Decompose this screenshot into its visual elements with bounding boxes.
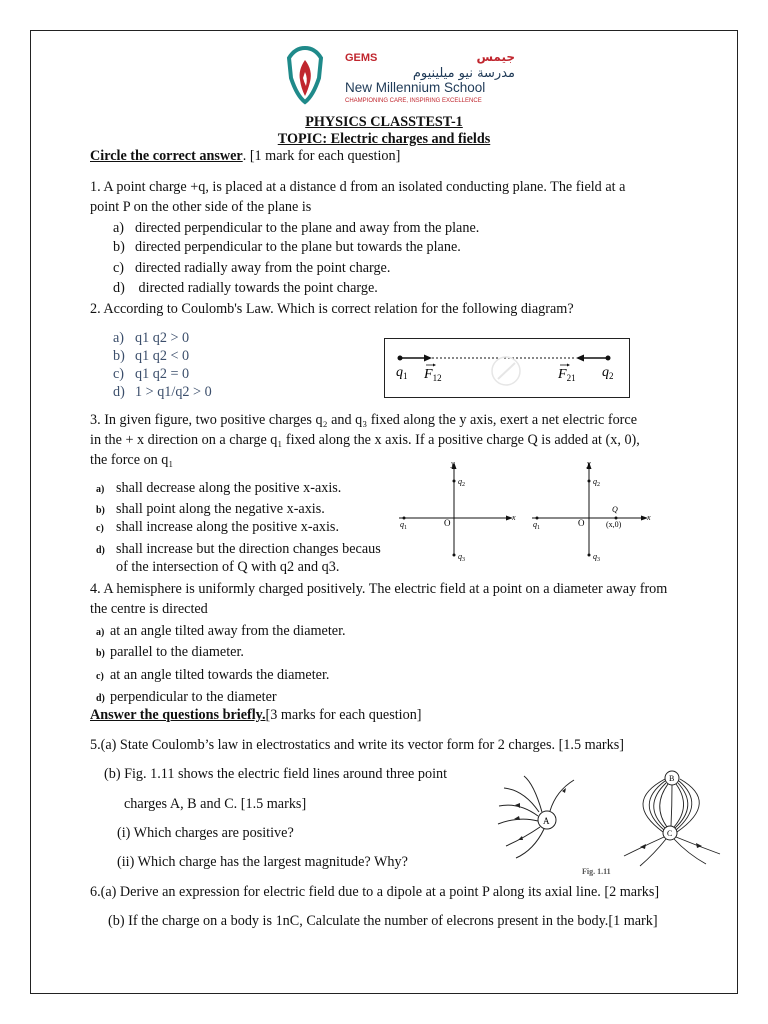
svg-text:y: y (451, 459, 455, 468)
svg-text:(x,0): (x,0) (606, 520, 622, 529)
q5b-text-line2: charges A, B and C. [1.5 marks] (124, 796, 307, 812)
q3-option-d-continued: of the intersection of Q with q2 and q3. (116, 559, 340, 575)
svg-text:جيمس: جيمس (476, 50, 515, 64)
q2-option-c[interactable]: c) q1 q2 = 0 (113, 366, 190, 382)
svg-text:New Millennium School: New Millennium School (345, 80, 486, 95)
q6a-text: 6.(a) Derive an expression for electric field due to a dipole at a point P along its axial line. [2 marks] (90, 884, 660, 900)
q3-option-c[interactable]: c) shall increase along the positive x-axis. (96, 519, 339, 535)
section-2-heading: Answer the questions briefly.[3 marks for each question] (90, 707, 422, 723)
svg-text:Fig. 1.11: Fig. 1.11 (582, 867, 611, 876)
q5b-part-ii: (ii) Which charge has the largest magnitude? Why? (117, 854, 408, 870)
q3-axes-figure (394, 456, 664, 566)
q3-option-a[interactable]: a) shall decrease along the positive x-axis. (96, 480, 342, 496)
svg-text:مدرسة نيو ميلينيوم: مدرسة نيو ميلينيوم (412, 66, 515, 81)
q4-text-line1: 4. A hemisphere is uniformly charged positively. The electric field at a point on a diameter away from (90, 581, 668, 597)
q2-force-diagram (384, 338, 630, 398)
svg-text:GEMS: GEMS (345, 52, 378, 64)
svg-text:B: B (669, 774, 675, 783)
svg-text:F21: $F_{21}$ (558, 367, 576, 383)
svg-text:O: O (444, 518, 451, 528)
q2-option-b[interactable]: b) q1 q2 < 0 (113, 348, 190, 364)
q4-option-b[interactable]: b) parallel to the diameter. (96, 644, 244, 660)
page-title: PHYSICS CLASSTEST-1 (305, 114, 463, 130)
section-1-heading: Circle the correct answer. [1 mark for each question] (90, 148, 401, 164)
svg-text:C: C (667, 829, 673, 838)
svg-text:x: x (647, 513, 651, 522)
q3-text-line3: the force on q₁ (90, 452, 174, 468)
svg-text:F12: $F_{12}$ (424, 367, 442, 383)
q3-option-b[interactable]: b) shall point along the negative x-axis. (96, 501, 325, 517)
q2-option-d[interactable]: d) 1 > q1/q2 > 0 (113, 384, 212, 400)
school-logo (283, 44, 523, 106)
q5-field-lines-figure (494, 766, 730, 880)
gems-shield-icon (283, 44, 523, 106)
q1-option-b[interactable]: b) directed perpendicular to the plane but towards the plane. (113, 239, 461, 255)
q4-option-d[interactable]: d) perpendicular to the diameter (96, 689, 277, 705)
svg-text:q2: $q_2$ (593, 477, 600, 488)
q4-text-line2: the centre is directed (90, 601, 208, 617)
q3-option-d[interactable]: d) shall increase but the direction changes becaus (96, 541, 381, 557)
q1-text-line1: 1. A point charge +q, is placed at a distance d from an isolated conducting plane. The field at a (90, 179, 626, 195)
q2-text: 2. According to Coulomb's Law. Which is correct relation for the following diagram? (90, 301, 574, 317)
svg-text:Q: Q (612, 505, 618, 514)
q1-option-c[interactable]: c) directed radially away from the point charge. (113, 260, 391, 276)
q4-option-a[interactable]: a) at an angle tilted away from the diameter. (96, 623, 346, 639)
q1-option-d[interactable]: d) directed radially towards the point charge. (113, 280, 378, 296)
q6b-text: (b) If the charge on a body is 1nC, Calculate the number of elecrons present in the body.[1 mark] (108, 913, 658, 929)
q5b-part-i: (i) Which charges are positive? (117, 825, 294, 841)
q3-text-line1: 3. In given figure, two positive charges q₂ and q₃ fixed along the y axis, exert a net electric force (90, 412, 637, 428)
svg-text:A: A (543, 816, 550, 826)
q5b-text-line1: (b) Fig. 1.11 shows the electric field lines around three point (104, 766, 448, 782)
page-topic: TOPIC: Electric charges and fields (277, 131, 491, 147)
svg-text:q2: $q_2$ (458, 477, 465, 488)
svg-text:q1: $q_1$ (533, 520, 540, 531)
svg-text:q3: $q_3$ (458, 552, 465, 563)
svg-text:O: O (578, 518, 585, 528)
q5a-text: 5.(a) State Coulomb’s law in electrostatics and write its vector form for 2 charges. [1.5 marks] (90, 737, 624, 753)
svg-text:q1: $q_1$ (396, 365, 408, 381)
svg-text:q1: $q_1$ (400, 520, 407, 531)
q1-option-a[interactable]: a) directed perpendicular to the plane and away from the plane. (113, 220, 480, 236)
svg-text:x: x (512, 513, 516, 522)
svg-text:CHAMPIONING CARE, INSPIRING EX: CHAMPIONING CARE, INSPIRING EXCELLENCE (345, 98, 482, 104)
svg-text:q3: $q_3$ (593, 552, 600, 563)
q1-text-line2: point P on the other side of the plane is (90, 199, 312, 215)
q4-option-c[interactable]: c) at an angle tilted towards the diameter. (96, 667, 330, 683)
svg-text:q2: $q_2$ (602, 365, 614, 381)
svg-text:y: y (587, 459, 591, 468)
q2-option-a[interactable]: a) q1 q2 > 0 (113, 330, 190, 346)
q3-text-line2: in the + x direction on a charge q₁ fixed along the x axis. If a positive charge Q is added at (x, 0), (90, 432, 640, 448)
